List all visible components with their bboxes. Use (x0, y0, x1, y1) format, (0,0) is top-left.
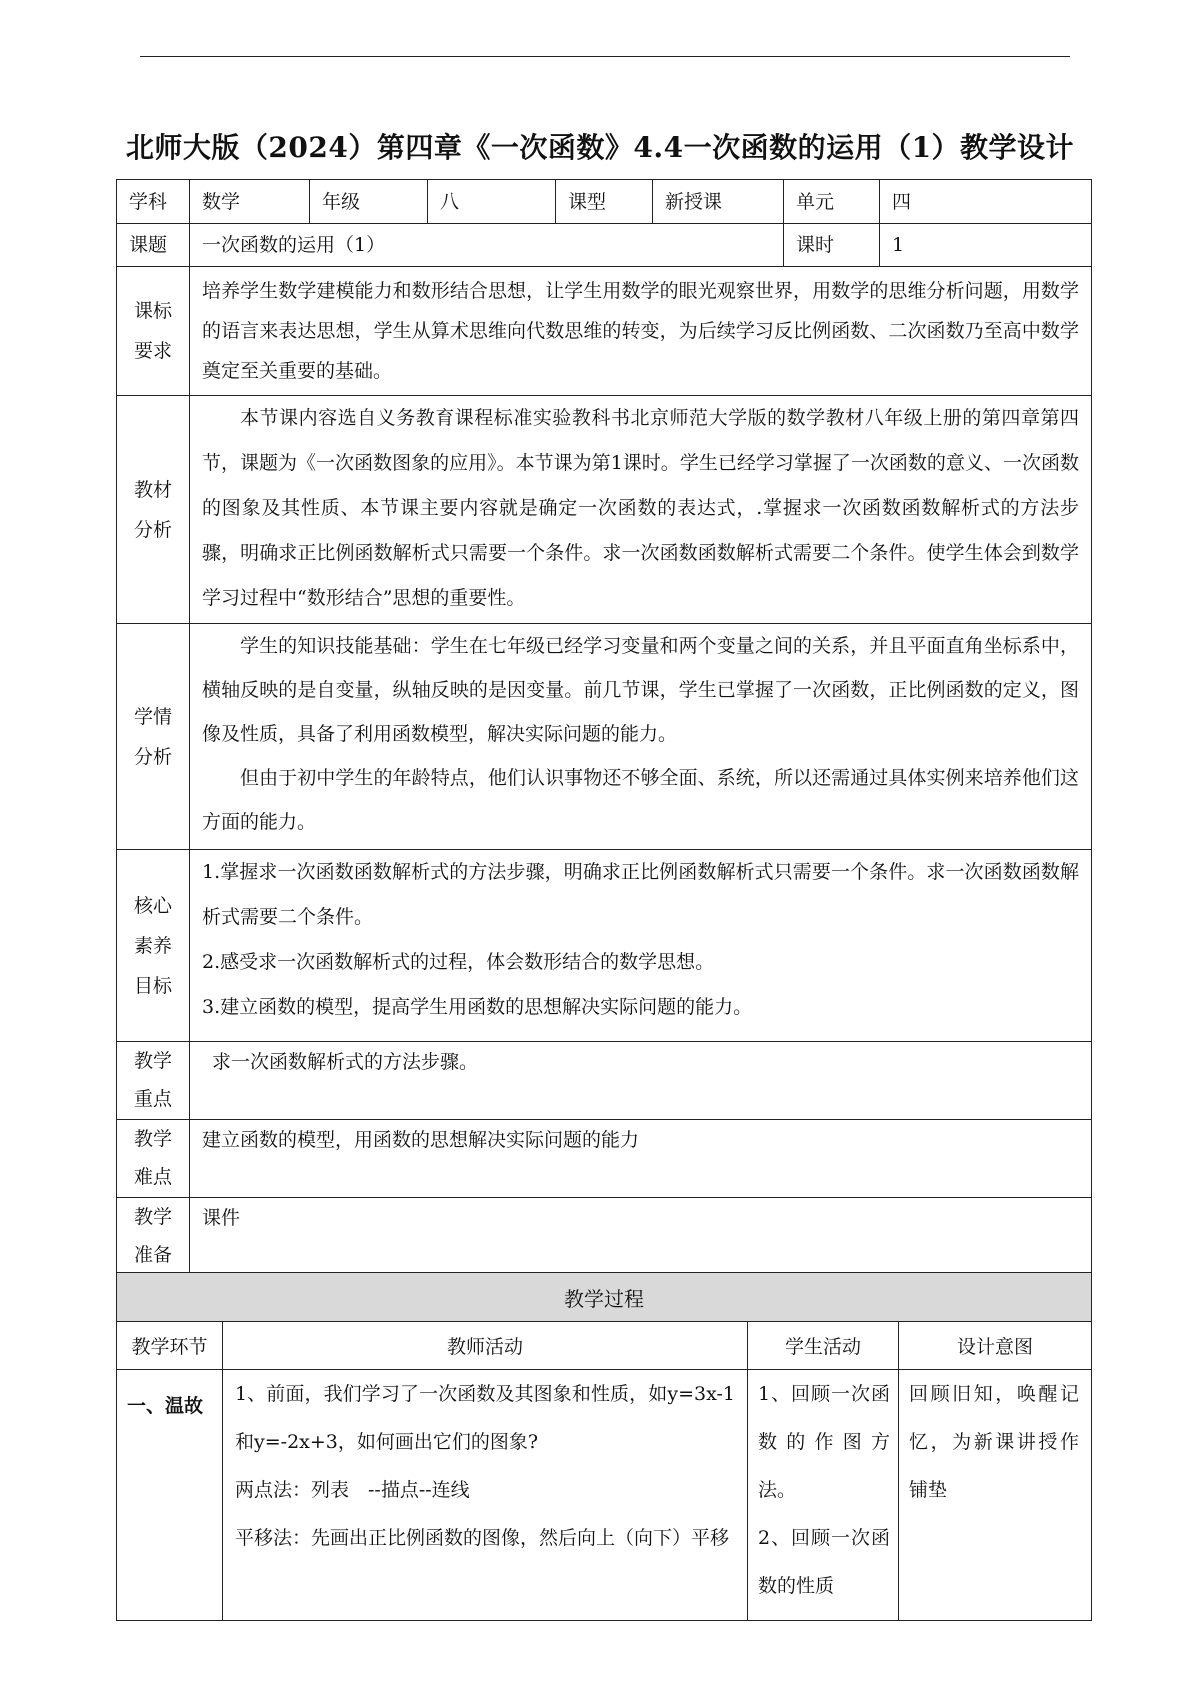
grade-value: 八 (428, 180, 556, 224)
core-label (117, 850, 190, 1042)
col-stage-header: 教学环节 (117, 1322, 223, 1370)
prep-label-line-2: 准备 (133, 1244, 172, 1266)
header-rule (140, 56, 1070, 57)
type-value: 新授课 (653, 180, 784, 224)
key-label (117, 1042, 190, 1120)
difficulty-label-line-1: 教学 (133, 1128, 172, 1150)
period-value: 1 (880, 224, 1092, 267)
process-heading: 教学过程 (117, 1273, 1092, 1322)
key-label-line-1: 教学 (133, 1050, 172, 1072)
info-row-basic (117, 180, 1092, 224)
subject-value: 数学 (190, 180, 310, 224)
standard-label (117, 267, 190, 396)
learner-label-line-1: 学情 (133, 705, 172, 728)
col-teacher-header: 教师活动 (223, 1322, 748, 1370)
student-activity-line-2: 2、回顾一次函数的性质 (758, 1527, 890, 1597)
info-row-material (117, 396, 1092, 624)
standard-label-line-2: 要求 (133, 340, 172, 362)
topic-label: 课题 (117, 224, 190, 267)
info-row-key (117, 1042, 1092, 1120)
difficulty-text: 建立函数的模型，用函数的思想解决实际问题的能力 (190, 1120, 1092, 1198)
learner-paragraph-1: 学生的知识技能基础：学生在七年级已经学习变量和两个变量之间的关系，并且平面直角坐标系中，横轴反映的是自变量，纵轴反映的是因变量。前几节课，学生已掌握了一次函数，正比例函数的定义，图像及性质，具备了利用函数模型，解决实际问题的能力。 (202, 635, 1079, 745)
standard-label-line-1: 课标 (133, 300, 172, 322)
unit-label: 单元 (784, 180, 880, 224)
topic-value: 一次函数的运用（1） (190, 224, 784, 267)
page-title: 北师大版（2024）第四章《一次函数》4.4一次函数的运用（1）教学设计 (125, 131, 1075, 164)
col-student-header: 学生活动 (748, 1322, 899, 1370)
teacher-activity (223, 1370, 748, 1621)
info-row-prep (117, 1198, 1092, 1277)
learner-label-line-2: 分析 (133, 745, 172, 768)
student-activity (748, 1370, 899, 1621)
info-row-topic (117, 224, 1092, 267)
prep-label (117, 1198, 190, 1277)
teaching-process-table (116, 1272, 1092, 1621)
unit-value: 四 (880, 180, 1092, 224)
process-heading-row (117, 1273, 1092, 1322)
core-goal-3: 3.建立函数的模型，提高学生用函数的思想解决实际问题的能力。 (202, 996, 753, 1018)
teacher-activity-line-2: 两点法：列表 --描点--连线 (235, 1479, 470, 1501)
teacher-activity-line-1: 1、前面，我们学习了一次函数及其图象和性质，如y=3x-1和y=-2x+3，如何画出它们的图象? (235, 1383, 735, 1453)
info-row-learner (117, 624, 1092, 850)
student-activity-line-1: 1、回顾一次函数的作图方法。 (758, 1383, 890, 1501)
standard-text: 培养学生数学建模能力和数形结合思想，让学生用数学的眼光观察世界，用数学的思维分析问题，用数学的语言来表达思想，学生从算术思维向代数思维的转变，为后续学习反比例函数、二次函数乃至高中数学奠定至关重要的基础。 (190, 267, 1092, 396)
learner-paragraph-2: 但由于初中学生的年龄特点，他们认识事物还不够全面、系统，所以还需通过具体实例来培养他们这方面的能力。 (202, 767, 1079, 833)
material-label-line-1: 教材 (133, 478, 172, 501)
key-text: 求一次函数解析式的方法步骤。 (190, 1042, 1092, 1120)
lesson-info-table (116, 179, 1092, 1277)
key-label-line-2: 重点 (133, 1088, 172, 1110)
col-intent-header: 设计意图 (899, 1322, 1092, 1370)
material-text: 本节课内容选自义务教育课程标准实验教科书北京师范大学版的数学教材八年级上册的第四章第四节，课题为《一次函数图象的应用》。本节课为第1课时。学生已经学习掌握了一次函数的意义、一次函数的图象及其性质、本节课主要内容就是确定一次函数的表达式，.掌握求一次函数函数解析式的方法步骤，明确求正比例函数解析式只需要一个条件。求一次函数函数解析式需要二个条件。使学生体会到数学学习过程中“数形结合”思想的重要性。 (190, 396, 1092, 624)
period-label: 课时 (784, 224, 880, 267)
design-intent: 回顾旧知，唤醒记忆，为新课讲授作铺垫 (899, 1370, 1092, 1621)
material-label-line-2: 分析 (133, 518, 172, 541)
difficulty-label (117, 1120, 190, 1198)
grade-label: 年级 (310, 180, 428, 224)
teacher-activity-line-3: 平移法：先画出正比例函数的图像，然后向上（向下）平移 (235, 1527, 730, 1549)
type-label: 课型 (556, 180, 653, 224)
stage-cell: 一、温故 (117, 1370, 223, 1621)
difficulty-label-line-2: 难点 (133, 1166, 172, 1188)
info-row-difficulty (117, 1120, 1092, 1198)
core-label-line-3: 目标 (133, 974, 172, 997)
core-goal-2: 2.感受求一次函数解析式的过程，体会数形结合的数学思想。 (202, 951, 715, 973)
core-goal-1: 1.掌握求一次函数函数解析式的方法步骤，明确求正比例函数解析式只需要一个条件。求一次函数函数解析式需要二个条件。 (202, 861, 1079, 928)
process-row (117, 1370, 1092, 1621)
material-label (117, 396, 190, 624)
learner-analysis (190, 624, 1092, 850)
info-row-standard (117, 267, 1092, 396)
core-label-line-2: 素养 (133, 934, 172, 957)
process-header-row (117, 1322, 1092, 1370)
subject-label: 学科 (117, 180, 190, 224)
prep-label-line-1: 教学 (133, 1206, 172, 1228)
info-row-core (117, 850, 1092, 1042)
learner-label (117, 624, 190, 850)
core-goals (190, 850, 1092, 1042)
core-label-line-1: 核心 (133, 894, 172, 917)
prep-text: 课件 (190, 1198, 1092, 1277)
